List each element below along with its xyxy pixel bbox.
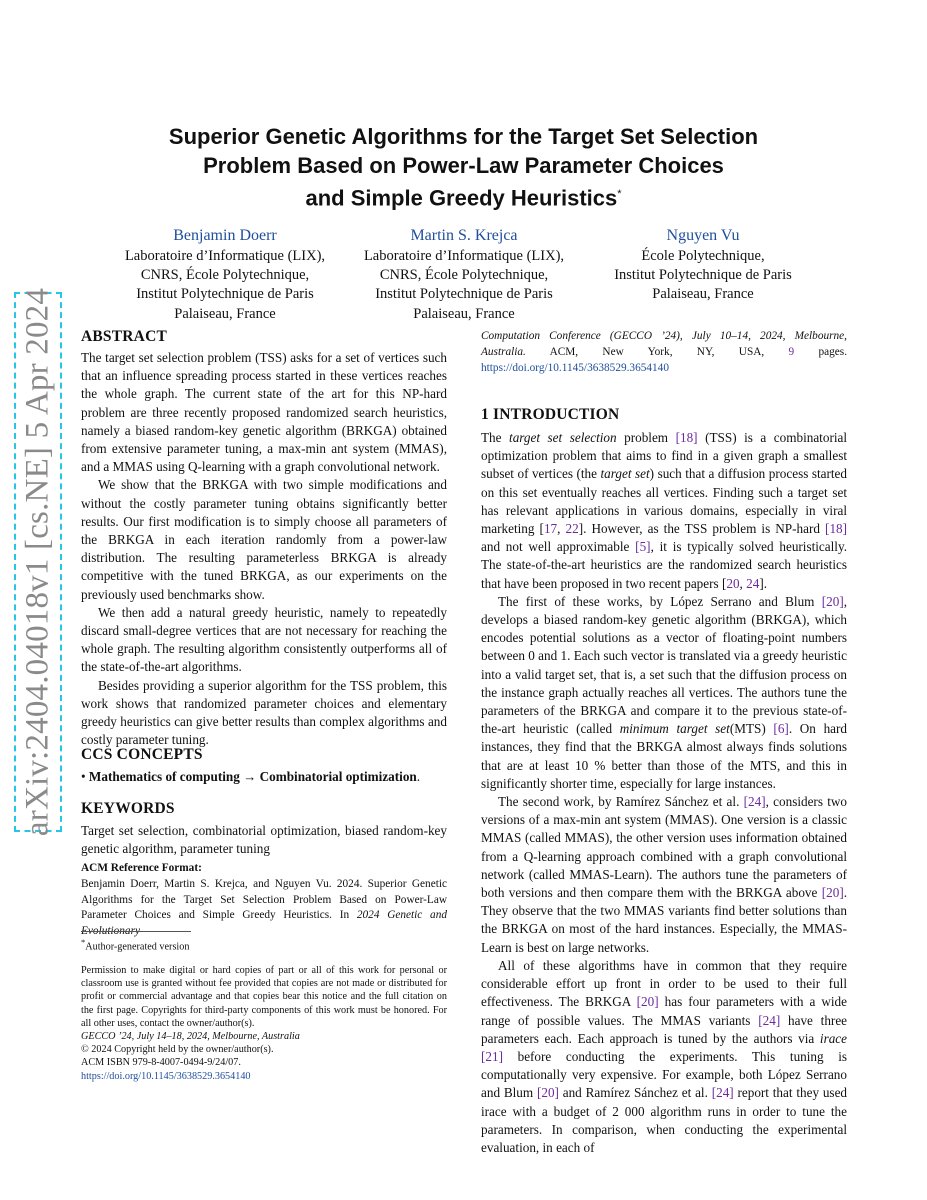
author-name[interactable]: Martin S. Krejca [410, 227, 518, 244]
introduction-heading: 1 INTRODUCTION [481, 406, 620, 423]
affiliation-line: Palaiseau, France [413, 305, 515, 322]
author-block [573, 225, 833, 305]
abstract-body [81, 349, 447, 749]
title-line: and Simple Greedy Heuristics* [305, 185, 622, 211]
paper-title [90, 122, 837, 212]
keywords-text: Target set selection, combinatorial optimization, biased random-key genetic algorithm, parameter tuning [81, 823, 447, 857]
intro-paragraph: The target set selection problem [18] (TSS) is a combinatorial optimization problem that aims to find in a given graph a smallest subset of vertices (the target set) such that a diffusion process started on this set eventually reaches all vertices. Finding such a target set has relevant applications in various domains, especially in viral marketing [17, 22]. However, as the TSS problem is NP-hard [18] and not well approximable [5], it is typically solved heuristically. The state-of-the-art heuristics are the randomized search heuristics that have been proposed in two recent papers [20, 24]. [481, 430, 848, 591]
footnote: *Author-generated version [81, 937, 190, 953]
affiliation-line: Palaiseau, France [652, 286, 754, 303]
permission-block [81, 964, 447, 1083]
affiliation-line: Laboratoire d’Informatique (LIX), [124, 248, 326, 264]
affiliation-line: CNRS, École Polytechnique, [379, 267, 549, 284]
arxiv-stamp [14, 287, 62, 837]
conference-line: GECCO ’24, July 14–18, 2024, Melbourne, Australia [81, 1031, 300, 1043]
citation[interactable]: [6] [773, 721, 789, 737]
title-line: Problem Based on Power-Law Parameter Choices [203, 153, 724, 178]
affiliation-line: Institut Polytechnique de Paris [136, 286, 314, 303]
citation[interactable]: [24] [711, 1085, 734, 1101]
abstract-paragraph: We show that the BRKGA with two simple modifications and without the costly parameter tuning obtains significantly better results. Our first modification is to simply choose all parameters of the BRKGA in each iteration randomly from a power-law distribution. The resulting parameterless BRKGA is already competitive with the tuned BRKGA, as our experiments on the previously used benchmarks show. [81, 477, 447, 602]
citation[interactable]: 17 [543, 521, 558, 537]
citation[interactable]: 24 [746, 575, 760, 591]
affiliation-line: CNRS, École Polytechnique, [140, 267, 310, 284]
citation[interactable]: [5] [635, 539, 651, 555]
citation[interactable]: [20] [821, 885, 844, 901]
arxiv-id: arXiv:2404.04018v1 [cs.NE] 5 Apr 2024 [19, 287, 56, 837]
doi-link[interactable]: https://doi.org/10.1145/3638529.3654140 [81, 1070, 251, 1082]
doi-link[interactable]: https://doi.org/10.1145/3638529.3654140 [481, 361, 669, 374]
acm-reference-continued: Computation Conference (GECCO ’24), July 10–14, 2024, Melbourne, Australia. ACM, New York, NY, USA, 9 pages. https://doi.org/10.1145/3638529.3654140 [481, 330, 848, 374]
permission-text: Permission to make digital or hard copies of part or all of this work for personal or classroom use is granted without fee provided that copies are not made or distributed for profit or commercial advantage and that copies bear this notice and the full citation on the first page. Copyrights for third-party components of this work must be honored. For all other uses, contact the owner/author(s). [81, 965, 447, 1029]
abstract-paragraph: Besides providing a superior algorithm for the TSS problem, this work shows that randomized parameter choices and elementary greedy heuristics can give better results than complex algorithms and costly parameter tuning. [81, 677, 447, 748]
intro-paragraph: All of these algorithms have in common that they require considerable effort up front in order to be used to their full effectiveness. The BRKGA [20] has four parameters with a wide range of possible values. The MMAS variants [24] have three parameters each. Each approach is tuned by the authors via irace [21] before conducting the experiments. This tuning is computationally very expensive. For example, both López Serrano and Blum [20] and Ramírez Sánchez et al. [24] report that they used irace with a budget of 2 000 algorithm runs in order to tune the parameters. In comparison, when conducting the experimental evaluation, in each of [481, 957, 848, 1155]
abstract-paragraph: The target set selection problem (TSS) asks for a set of vertices such that an influence spreading process started in these vertices reaches the whole graph. The current state of the art for this NP-hard problem are three recently proposed randomized search heuristics, namely a biased random-key genetic algorithm (BRKGA) obtained from extensive parameter tuning, a max-min ant system (MMAS), and a MMAS using Q-learning with a graph convolutional network. [81, 350, 447, 475]
title-footnote-mark: * [617, 188, 622, 200]
citation[interactable]: [20] [536, 1085, 559, 1101]
citation[interactable]: [18] [675, 430, 698, 445]
citation[interactable]: [24] [743, 794, 766, 810]
citation[interactable]: [21] [481, 1048, 503, 1064]
ccs-concepts: • Mathematics of computing → Combinatorial optimization. [81, 769, 421, 784]
introduction-body [481, 429, 847, 1157]
author-name[interactable]: Benjamin Doerr [173, 227, 277, 244]
citation[interactable]: [18] [825, 521, 848, 537]
citation[interactable]: [20] [636, 994, 659, 1010]
isbn-line: ACM ISBN 979-8-4007-0494-9/24/07. [81, 1057, 241, 1069]
affiliation-line: Institut Polytechnique de Paris [375, 286, 553, 303]
affiliation-line: Institut Polytechnique de Paris [614, 267, 792, 284]
affiliation-line: Laboratoire d’Informatique (LIX), [363, 248, 565, 264]
author-block [95, 225, 355, 324]
title-line: Superior Genetic Algorithms for the Target Set Selection [168, 124, 759, 149]
intro-paragraph: The second work, by Ramírez Sánchez et al. [24], considers two versions of a max-min ant system (MMAS). One version is a classic MMAS (called MMAS), the other version uses information obtained from a Q-learning approach combined with a graph convolutional network (called MMAS-Learn). The authors tune the parameters of both versions and then compare them with the BRKGA above [20]. They observe that the two MMAS variants find better solutions than the BRKGA on most of the hard instances. Especially, the MMAS-Learn is best on large networks. [481, 794, 848, 955]
citation[interactable]: [24] [758, 1012, 781, 1028]
ccs-bullet: • [81, 769, 86, 784]
intro-paragraph: The first of these works, by López Serrano and Blum [20], develops a biased random-key genetic algorithm (BRKGA), which encodes potential solutions as a vector of floating-point numbers between 0 and 1. Each such vector is translated via a greedy heuristic into a valid target set, that is, a set such that the diffusion process on the instance graph actually reaches all vertices. The authors tune the parameters of the BRKGA and compare it to the previous state-of-the-art heuristic (called minimum target set(MTS) [6]. On hard instances, they find that the BRKGA almost always finds solutions that are at least 10 % better than those of the MTS, and this in significantly shorter time, especially for large instances. [481, 593, 848, 791]
ccs-item: Mathematics of computing → Combinatorial optimization [88, 769, 417, 784]
ccs-heading: CCS CONCEPTS [81, 746, 203, 763]
copyright-line: © 2024 Copyright held by the owner/author(s). [81, 1044, 274, 1056]
acm-reference-heading: ACM Reference Format: [81, 862, 202, 874]
affiliation-line: École Polytechnique, [641, 248, 765, 264]
acm-reference-text: Benjamin Doerr, Martin S. Krejca, and Nguyen Vu. 2024. Superior Genetic Algorithms for the Target Set Selection Problem Based on Power-Law Parameter Choices and Simple Greedy Heuristics. In 2024 Genetic and Evolutionary [81, 877, 447, 938]
footnote-mark: * [81, 937, 86, 947]
footnote-rule [81, 931, 191, 932]
abstract-heading: ABSTRACT [81, 328, 168, 345]
citation[interactable]: 22 [565, 521, 579, 537]
author-block [334, 225, 594, 324]
acm-reference [81, 861, 447, 940]
citation[interactable]: 20 [726, 575, 740, 591]
page-count: 9 [788, 345, 795, 358]
abstract-paragraph: We then add a natural greedy heuristic, namely to repeatedly discard small-degree vertices that are not necessary for reaching the whole graph. The resulting algorithm consistently outperforms all of the state-of-the-art algorithms. [81, 604, 447, 675]
affiliation-line: Palaiseau, France [174, 305, 276, 322]
author-name[interactable]: Nguyen Vu [666, 227, 740, 244]
citation[interactable]: [20] [821, 593, 844, 609]
keywords-heading: KEYWORDS [81, 800, 175, 817]
